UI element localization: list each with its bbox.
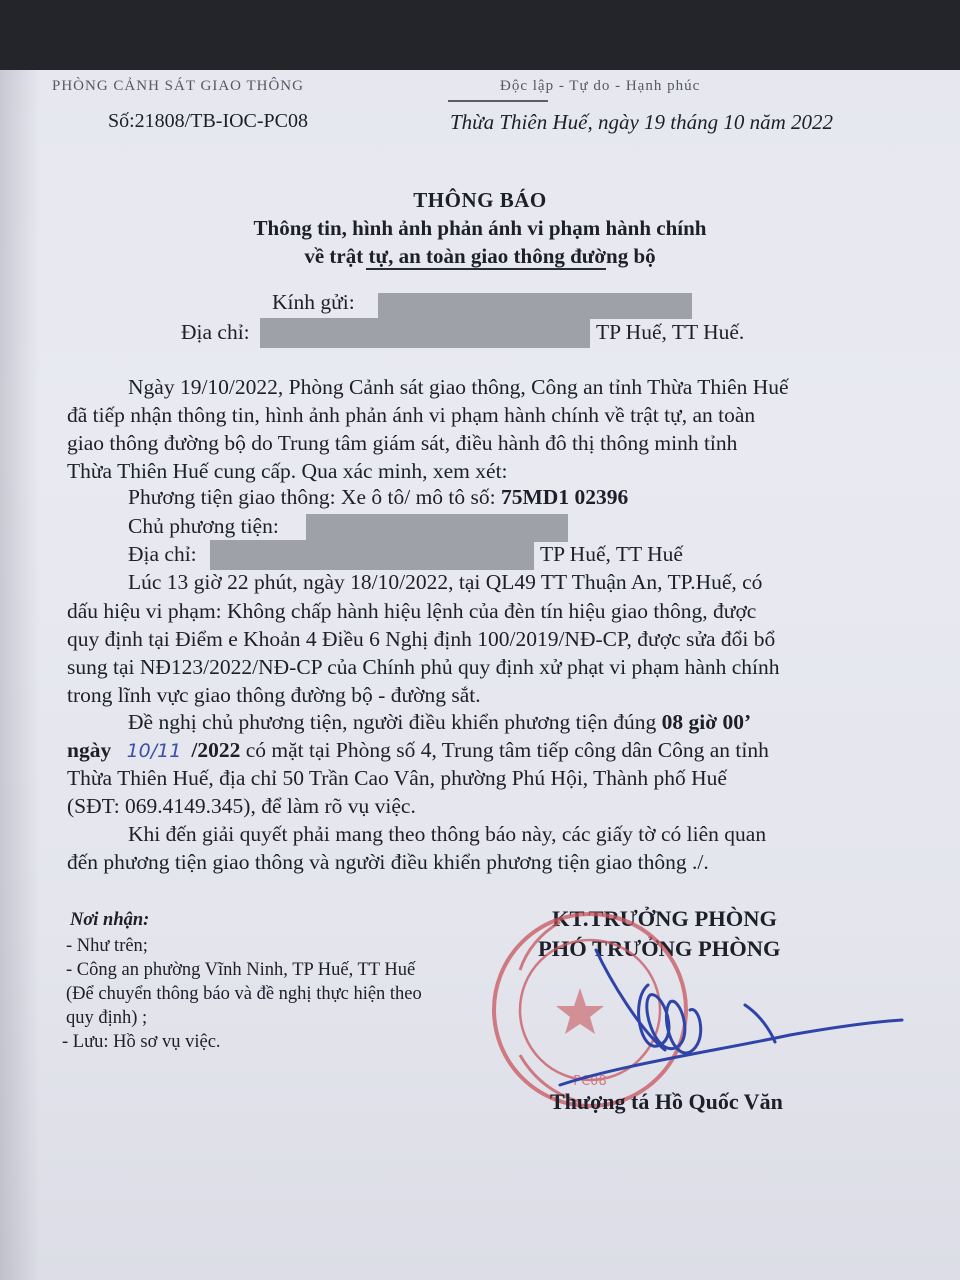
recipient-item-4: - Lưu: Hồ sơ vụ việc. xyxy=(62,1032,221,1052)
para2-line5: trong lĩnh vực giao thông đường bộ - đường sắt. xyxy=(67,683,481,707)
handwritten-signature xyxy=(560,950,902,1085)
para3-line3: Thừa Thiên Huế, địa chỉ 50 Trần Cao Vân, phường Phú Hội, Thành phố Huế xyxy=(67,766,727,790)
recipients-heading: Nơi nhận: xyxy=(70,910,150,930)
agency-header: PHÒNG CẢNH SÁT GIAO THÔNG xyxy=(52,78,304,94)
document-page xyxy=(0,70,960,1280)
document-number: Số:21808/TB-IOC-PC08 xyxy=(108,110,309,132)
para2-line1: Lúc 13 giờ 22 phút, ngày 18/10/2022, tại QL49 TT Thuận An, TP.Huế, có xyxy=(128,570,763,594)
vehicle-label: Phương tiện giao thông: Xe ô tô/ mô tô số: xyxy=(128,485,496,509)
appointment-day-label: ngày xyxy=(67,738,112,762)
svg-text:PC08: PC08 xyxy=(573,1074,607,1089)
stamp-and-signature xyxy=(0,70,960,1280)
para2-line3: quy định tại Điểm e Khoản 4 Điều 6 Nghị định 100/2019/NĐ-CP, được sửa đổi bổ xyxy=(67,627,776,651)
to-label: Kính gửi: xyxy=(272,290,355,314)
signer-name: Thượng tá Hồ Quốc Văn xyxy=(550,1089,783,1114)
signature-title-2: PHÓ TRƯỞNG PHÒNG xyxy=(538,936,781,961)
document-subtitle-2: về trật tự, an toàn giao thông đường bộ xyxy=(304,244,656,268)
appointment-time: 08 giờ 00’ xyxy=(661,710,752,734)
para2-line2: dấu hiệu vi phạm: Không chấp hành hiệu lệnh của đèn tín hiệu giao thông, được xyxy=(67,599,757,623)
recipient-item-1: - Như trên; xyxy=(66,936,148,956)
handwritten-date: 10/11 xyxy=(126,740,182,762)
para1-line1: Ngày 19/10/2022, Phòng Cảnh sát giao thông, Công an tỉnh Thừa Thiên Huế xyxy=(128,375,789,399)
para4-line2: đến phương tiện giao thông và người điều khiển phương tiện giao thông ./. xyxy=(67,850,709,874)
document-title: THÔNG BÁO xyxy=(413,188,547,212)
para2-line4: sung tại NĐ123/2022/NĐ-CP của Chính phủ quy định xử phạt vi phạm hành chính xyxy=(67,655,780,679)
vehicle-plate: 75MD1 02396 xyxy=(501,485,629,509)
place-date: Thừa Thiên Huế, ngày 19 tháng 10 năm 2022 xyxy=(450,110,834,134)
owner-label: Chủ phương tiện: xyxy=(128,514,279,538)
para1-line3: giao thông đường bộ do Trung tâm giám sát, điều hành đô thị thông minh tỉnh xyxy=(67,431,738,455)
appointment-year: /2022 xyxy=(191,738,241,762)
para1-line2: đã tiếp nhận thông tin, hình ảnh phản ánh vi phạm hành chính về trật tự, an toàn xyxy=(67,403,756,427)
owner-address-suffix: TP Huế, TT Huế xyxy=(540,542,683,566)
address-label: Địa chỉ: xyxy=(181,320,250,344)
para3-line4: (SĐT: 069.4149.345), để làm rõ vụ việc. xyxy=(67,794,416,818)
document-subtitle-1: Thông tin, hình ảnh phản ánh vi phạm hành chính xyxy=(253,216,707,240)
owner-address-label: Địa chỉ: xyxy=(128,542,197,566)
para3-line2-text: có mặt tại Phòng số 4, Trung tâm tiếp công dân Công an tỉnh xyxy=(245,738,769,762)
para4-line1: Khi đến giải quyết phải mang theo thông báo này, các giấy tờ có liên quan xyxy=(128,822,767,846)
signature-title-1: KT.TRƯỞNG PHÒNG xyxy=(552,906,777,931)
recipient-item-3-line1: (Để chuyển thông báo và đề nghị thực hiện theo xyxy=(66,984,422,1004)
para3-line1-text: Đề nghị chủ phương tiện, người điều khiển phương tiện đúng xyxy=(128,710,657,734)
motto-header: Độc lập - Tự do - Hạnh phúc xyxy=(500,78,701,94)
recipient-item-2: - Công an phường Vĩnh Ninh, TP Huế, TT Huế xyxy=(66,960,416,980)
address-suffix: TP Huế, TT Huế. xyxy=(596,320,745,344)
recipient-item-3-line2: quy định) ; xyxy=(66,1008,148,1028)
para1-line4: Thừa Thiên Huế cung cấp. Qua xác minh, xem xét: xyxy=(67,459,508,483)
